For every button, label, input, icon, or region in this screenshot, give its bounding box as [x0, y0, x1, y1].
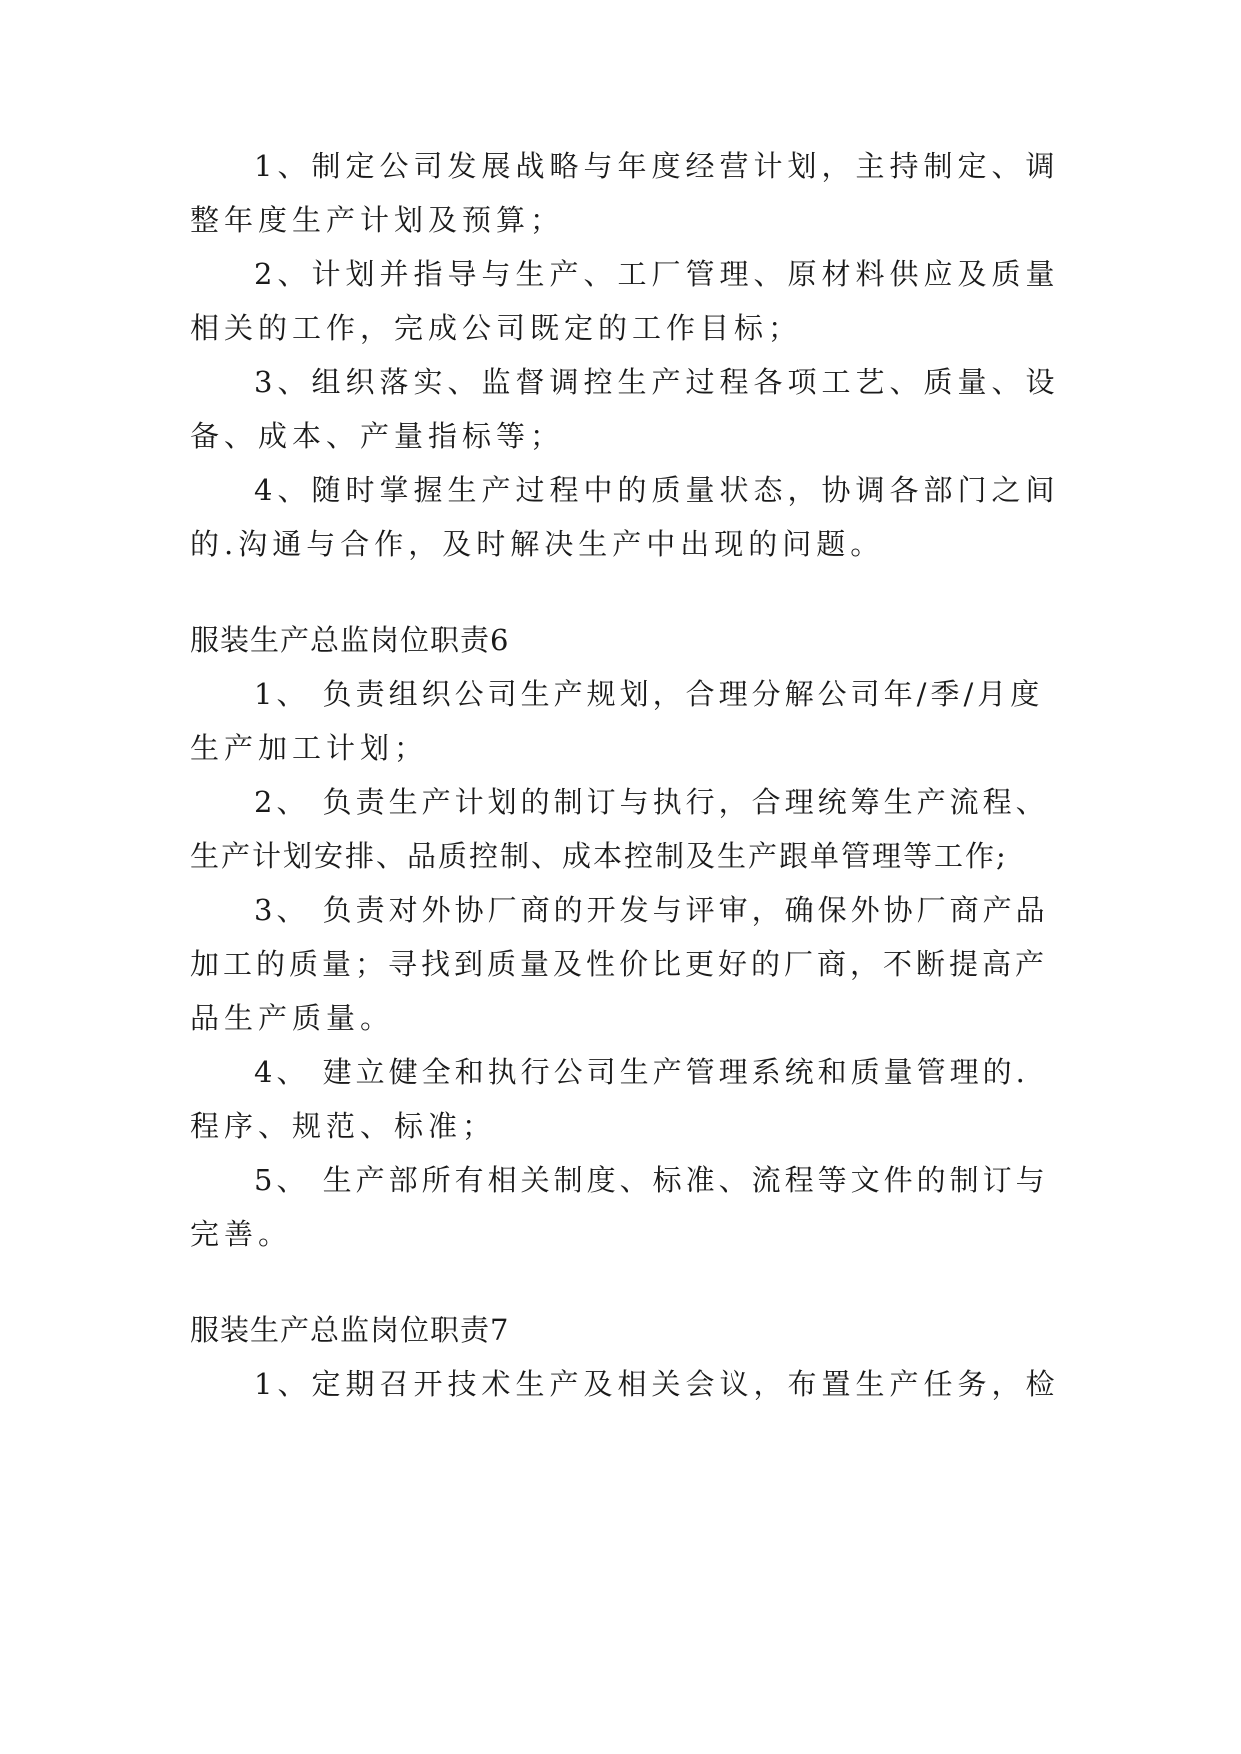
- paragraph-line: 生产加工计划；: [190, 731, 429, 765]
- paragraph-line: 的.沟通与合作，及时解决生产中出现的问题。: [190, 527, 885, 561]
- paragraph-line: 品生产质量。: [190, 1001, 395, 1035]
- paragraph-line: 程序、规范、标准；: [190, 1109, 497, 1143]
- paragraph-line: 整年度生产计划及预算；: [190, 203, 565, 237]
- paragraph-line: 相关的工作，完成公司既定的工作目标；: [190, 311, 803, 345]
- section-heading: 服装生产总监岗位职责7: [190, 1313, 510, 1347]
- paragraph-line: 5、 生产部所有相关制度、标准、流程等文件的制订与: [254, 1163, 1049, 1197]
- paragraph-line: 4、 建立健全和执行公司生产管理系统和质量管理的.: [254, 1055, 1029, 1089]
- paragraph-line: 1、定期召开技术生产及相关会议，布置生产任务，检: [254, 1367, 1060, 1401]
- paragraph-line: 4、随时掌握生产过程中的质量状态，协调各部门之间: [254, 473, 1060, 507]
- paragraph-line: 备、成本、产量指标等；: [190, 419, 565, 453]
- paragraph-line: 2、计划并指导与生产、工厂管理、原材料供应及质量: [254, 257, 1060, 291]
- paragraph-line: 3、组织落实、监督调控生产过程各项工艺、质量、设: [254, 365, 1060, 399]
- paragraph-line: 1、制定公司发展战略与年度经营计划，主持制定、调: [254, 149, 1060, 183]
- paragraph-line: 3、 负责对外协厂商的开发与评审，确保外协厂商产品: [254, 893, 1049, 927]
- paragraph-line: 加工的质量；寻找到质量及性价比更好的厂商，不断提高产: [190, 947, 1049, 981]
- paragraph-line: 生产计划安排、品质控制、成本控制及生产跟单管理等工作;: [190, 839, 1008, 873]
- paragraph-line: 2、 负责生产计划的制订与执行，合理统筹生产流程、: [254, 785, 1049, 819]
- paragraph-line: 完善。: [190, 1217, 293, 1251]
- paragraph-line: 1、 负责组织公司生产规划，合理分解公司年/季/月度: [254, 677, 1044, 711]
- section-heading: 服装生产总监岗位职责6: [190, 623, 510, 657]
